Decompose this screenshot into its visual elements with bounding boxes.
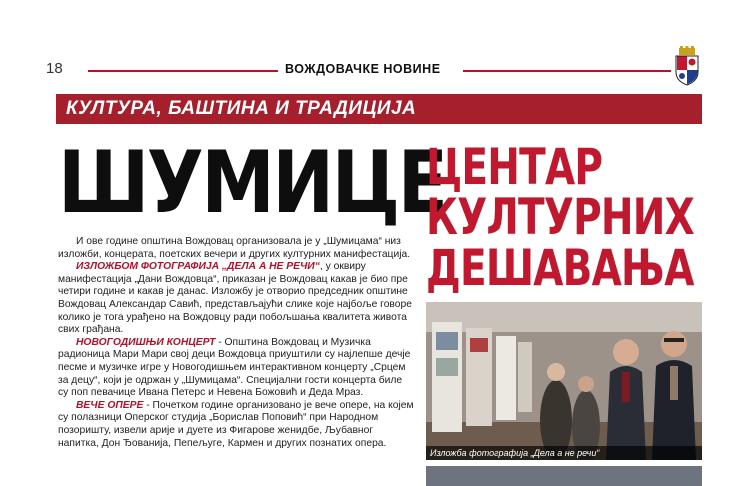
section-title: КУЛТУРА, БАШТИНА И ТРАДИЦИЈА [66,98,417,119]
vozdovac-coat-of-arms-icon [672,46,702,86]
second-photo-partial [426,466,702,486]
section-band [56,94,702,124]
exhibition-text: , у оквиру манифестација „Дани Вождовца“, приказан је Вождовац какав је био пре четири године и какав је данас. Изложбу је отворио председник општине Вождовац Александар Савић, представљајући слике које најбоље говоре колико је тога урађено на Вождовцу ради побољшања квалитета живота свих грађана. [58,261,412,336]
page-number: 18 [46,60,63,77]
concert-text: - Општина Вождовац и Музичка радионица Мари Мари свој деци Вождовца приуштили су најлепше дечје песме и музичке игре у Новогодишњем интерактивном концерту „Срцем за децу“, који је одржан у „Шумицама“. Специјални гости концерта биле су поп певачице Ивана Петерс и Невена Божовић и Деда Мраз. [58,336,411,399]
main-headline: ШУМИЦЕ [58,133,446,233]
article-body [58,236,414,450]
article-paragraph-opera [58,400,414,450]
opera-label: ВЕЧЕ ОПЕРЕ [76,399,144,411]
header-rule-right [463,70,671,72]
concert-label: НОВОГОДИШЊИ КОНЦЕРТ [76,336,216,348]
article-intro: И ове године општина Вождовац организовала је у „Шумицама“ низ изложби, концерата, поетских вечери и других културних манифестација. [58,236,411,260]
exhibition-photo [426,302,702,460]
subheadline-line-3: ДЕШАВАЊА [426,239,694,297]
opera-text: - Почетком године организовано је вече опере, на којем су полазници Оперског студија „Борислав Поповић“ при Народном позоришту, извели арије и дуете из Фигарове женидбе, Љубавног напитка, Дон Ђованија, Пепељуге, Кармен и других познатих опера. [58,399,414,449]
exhibition-label: ИЗЛОЖБОМ ФОТОГРАФИЈА „ДЕЛА А НЕ РЕЧИ“ [76,261,320,273]
exhibition-photo-illustration [426,302,702,460]
subheadline-line-1: ЦЕНТАР [426,138,603,196]
article-paragraph-exhibition [58,261,414,337]
header-rule-left [88,70,278,72]
article-paragraph-concert [58,337,414,400]
subheadline-line-2: КУЛТУРНИХ [426,188,694,246]
newspaper-name: ВОЖДОВАЧКЕ НОВИНЕ [285,62,441,76]
photo-caption: Изложба фотографија „Дела а не речи“ [426,446,702,460]
